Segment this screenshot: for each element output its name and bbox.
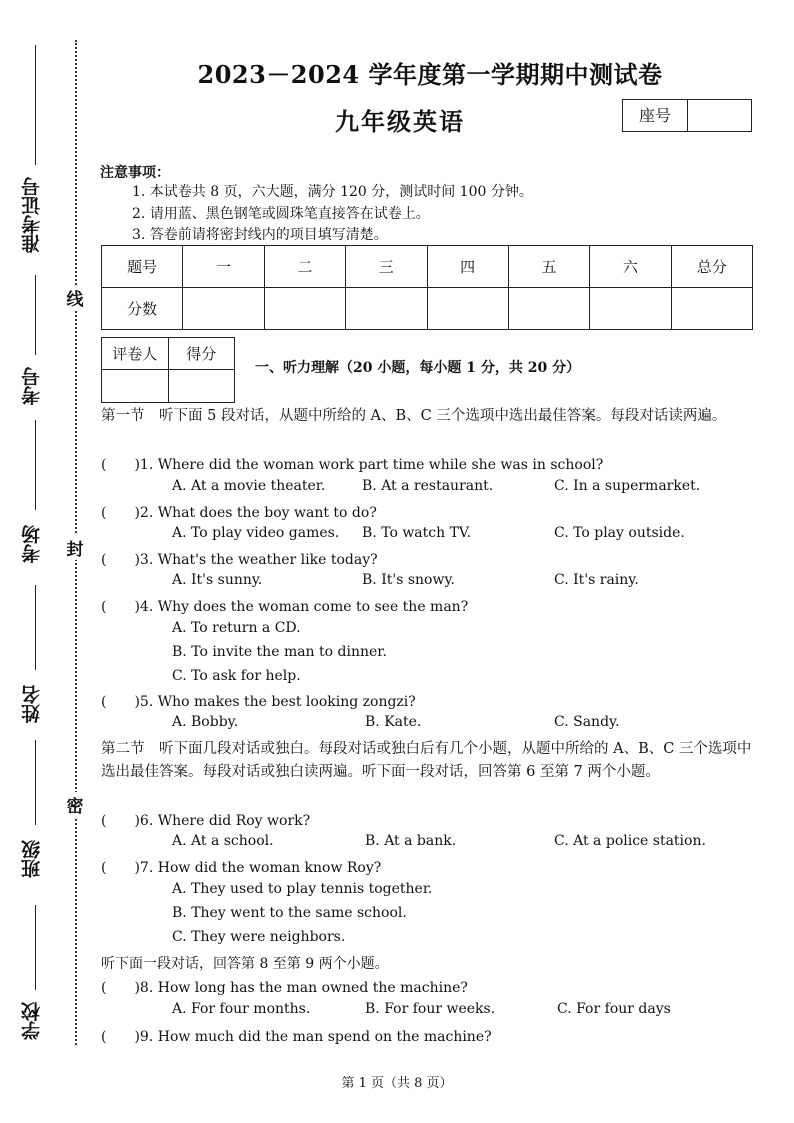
option-b[interactable]: B. It's snowy. [362,572,455,588]
room-number-label: 考号 [21,367,43,405]
room-number-line [35,275,36,355]
grader-score-field[interactable] [168,370,235,403]
score-header-cell: 二 [264,246,345,288]
exam-number-line [35,45,36,165]
question-stem: ( )8. How long has the man owned the machine? [101,980,468,996]
question-stem: ( )4. Why does the woman come to see the man? [101,599,469,615]
name-label: 姓名 [21,685,43,723]
score-table [101,245,753,330]
seat-number-label: 座号 [623,100,688,131]
binding-strip [0,0,92,1123]
part2b-intro: 听下面一段对话，回答第 8 至第 9 两个小题。 [101,956,389,972]
score-header-cell: 总分 [671,246,752,288]
exam-room-label: 考场 [21,525,43,563]
option-b[interactable]: B. For four weeks. [365,1001,496,1017]
exam-room-line [35,420,36,510]
option-c[interactable]: C. Sandy. [554,714,620,730]
grader-score-label: 得分 [168,338,235,370]
option-a[interactable]: A. It's sunny. [172,572,263,588]
score-cell[interactable] [346,288,427,330]
option-b[interactable]: B. At a restaurant. [362,478,494,494]
note-item: 2. 请用蓝、黑色钢笔或圆珠笔直接答在试卷上。 [132,206,430,222]
seat-number-box [622,99,752,132]
option-a[interactable]: A. For four months. [172,1001,311,1017]
score-cell[interactable] [183,288,264,330]
question-stem: ( )6. Where did Roy work? [101,813,311,829]
score-table-header-row [102,246,753,288]
option-c[interactable]: C. It's rainy. [554,572,639,588]
exam-number-label: 准考证号 [21,177,43,253]
option-c[interactable]: C. They were neighbors. [172,929,346,945]
option-b[interactable]: B. To invite the man to dinner. [172,644,387,660]
option-b[interactable]: B. At a bank. [365,833,457,849]
option-b[interactable]: B. Kate. [365,714,422,730]
seal-char-line: 线 [64,285,86,310]
school-label: 学校 [21,1002,43,1040]
option-a[interactable]: A. They used to play tennis together. [172,881,433,897]
option-a[interactable]: A. To return a CD. [172,620,301,636]
page-subtitle: 九年级英语 [335,107,465,136]
grader-reviewer-field[interactable] [102,370,169,403]
option-b[interactable]: B. To watch TV. [362,525,472,541]
option-a[interactable]: A. To play video games. [172,525,340,541]
option-c[interactable]: C. To ask for help. [172,668,301,684]
question-stem: ( )3. What's the weather like today? [101,552,378,568]
score-header-cell: 六 [590,246,671,288]
question-stem: ( )1. Where did the woman work part time while she was in school? [101,457,604,473]
score-table-score-row [102,288,753,330]
option-a[interactable]: A. At a movie theater. [172,478,326,494]
option-a[interactable]: A. Bobby. [172,714,239,730]
question-stem: ( )7. How did the woman know Roy? [101,860,382,876]
option-c[interactable]: C. At a police station. [554,833,706,849]
page-title: 2023－2024 学年度第一学期期中测试卷 [197,60,663,89]
school-line [35,905,36,990]
score-header-cell: 题号 [102,246,183,288]
note-item: 3. 答卷前请将密封线内的项目填写清楚。 [132,227,388,243]
grader-box [101,337,235,403]
name-line [35,585,36,670]
option-c[interactable]: C. For four days [557,1001,671,1017]
score-header-cell: 三 [346,246,427,288]
score-header-cell: 五 [508,246,589,288]
score-row-label: 分数 [102,288,183,330]
option-a[interactable]: A. At a school. [172,833,274,849]
option-c[interactable]: C. To play outside. [554,525,685,541]
question-stem: ( )9. How much did the man spend on the machine? [101,1029,492,1045]
seal-char-mi: 密 [64,792,86,817]
option-c[interactable]: C. In a supermarket. [554,478,701,494]
class-line [35,740,36,825]
score-cell[interactable] [671,288,752,330]
grader-reviewer-label: 评卷人 [102,338,169,370]
note-item: 1. 本试卷共 8 页，六大题，满分 120 分，测试时间 100 分钟。 [132,184,533,200]
score-header-cell: 四 [427,246,508,288]
score-cell[interactable] [427,288,508,330]
part2-intro: 第二节 听下面几段对话或独白。每段对话或独白后有几个小题，从题中所给的 A、B、C 三个选项中选出最佳答案。每段对话或独白读两遍。听下面一段对话，回答第 6 至第 7 两个小题。 [101,741,752,780]
score-cell[interactable] [590,288,671,330]
class-label: 班级 [21,840,43,878]
section-heading: 一、听力理解（20 小题，每小题 1 分，共 20 分） [255,360,581,376]
question-stem: ( )2. What does the boy want to do? [101,505,377,521]
score-cell[interactable] [508,288,589,330]
part1-intro: 第一节 听下面 5 段对话，从题中所给的 A、B、C 三个选项中选出最佳答案。每段对话读两遍。 [101,408,727,424]
score-cell[interactable] [264,288,345,330]
seat-number-field[interactable] [688,100,751,131]
score-header-cell: 一 [183,246,264,288]
question-stem: ( )5. Who makes the best looking zongzi? [101,694,416,710]
page-number: 第 1 页（共 8 页） [341,1076,453,1091]
option-b[interactable]: B. They went to the same school. [172,905,407,921]
seal-char-feng: 封 [64,535,86,560]
notes-title: 注意事项： [100,165,170,181]
